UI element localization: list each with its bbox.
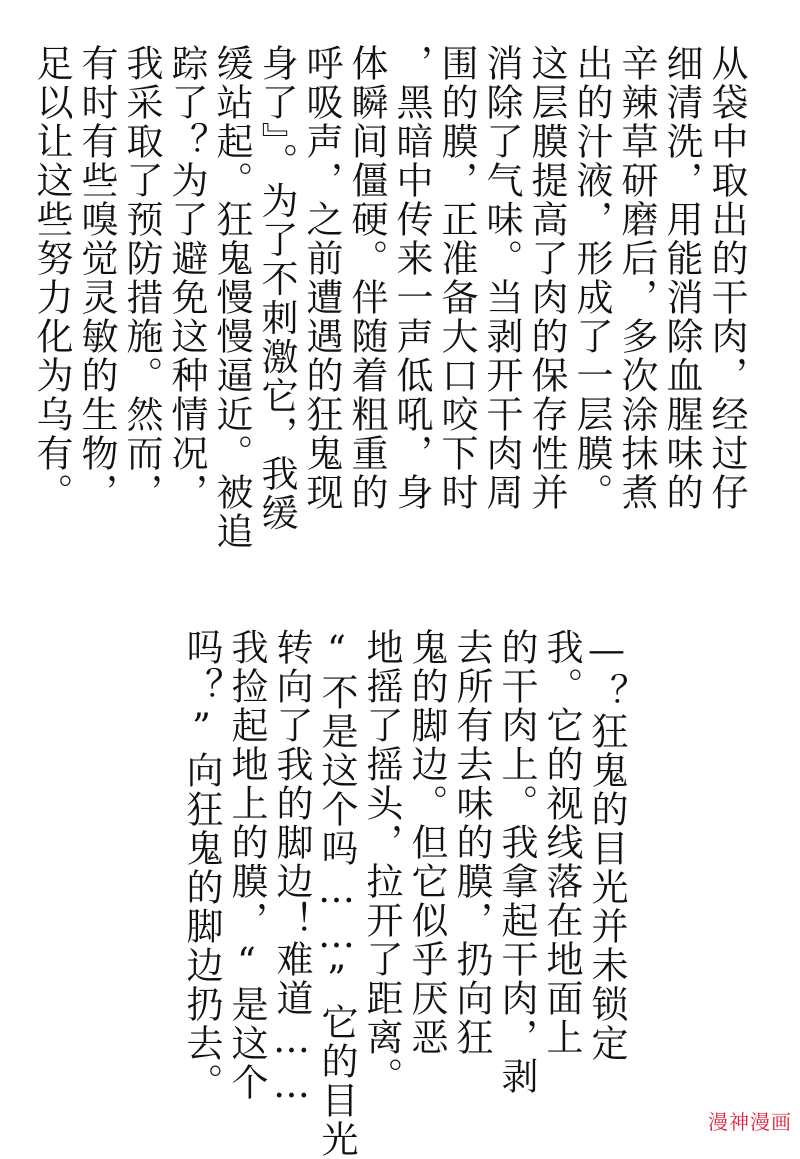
text-column: 我采取了预防措施。然而， [120,44,163,512]
text-column: 呼吸声，之前遭遇的狂鬼现 [300,44,343,512]
text-column: 吗？”向狂鬼的脚边扔去。 [180,628,223,1102]
text-column: 我。它的视线落在地面上 [540,628,583,1057]
text-column: —？狂鬼的目光并未锁定 [585,628,628,1063]
text-column: 足以让这些努力化为乌有。 [30,44,73,512]
text-column: 辛辣草研磨后，多次涂抹煮 [615,44,658,512]
text-column: 的干肉上。我拿起干肉，剥 [495,628,538,1096]
text-column: 体瞬间僵硬。伴随着粗重的 [345,44,388,512]
text-column: 缓站起。狂鬼慢慢逼近。被追 [210,44,253,551]
text-column: 鬼的脚边。但它似乎厌恶 [405,628,448,1057]
text-column: 这层膜提高了肉的保存性并 [525,44,568,512]
text-column: 消除了气味。当剥开干肉周 [480,44,523,512]
text-column: 转向了我的脚边！难道…… [270,628,313,1108]
text-column: 细清洗，用能消除血腥味的 [660,44,703,512]
text-column: 踪了？为了避免这种情况， [165,44,208,512]
text-column: 从袋中取出的干肉，经过仔 [705,44,748,512]
watermark: 漫神漫画 [708,1110,792,1134]
text-column: 去所有去味的膜，扔向狂 [450,628,493,1057]
text-column: ，黑暗中传来一声低吼，身 [390,44,433,512]
text-column: 身了』。为了不刺激它，我缓 [255,44,298,533]
text-column: 出的汁液，形成了一层膜。 [570,44,613,512]
text-column: 地摇了摇头，拉开了距离。 [360,628,403,1096]
text-column: 我捡起地上的膜，“是这个 [225,628,268,1102]
text-column: 围的膜，正准备大口咬下时 [435,44,478,512]
text-column: “不是这个吗……”它的目光 [315,628,358,1159]
text-column: 有时有些嗅觉灵敏的生物， [75,44,118,512]
